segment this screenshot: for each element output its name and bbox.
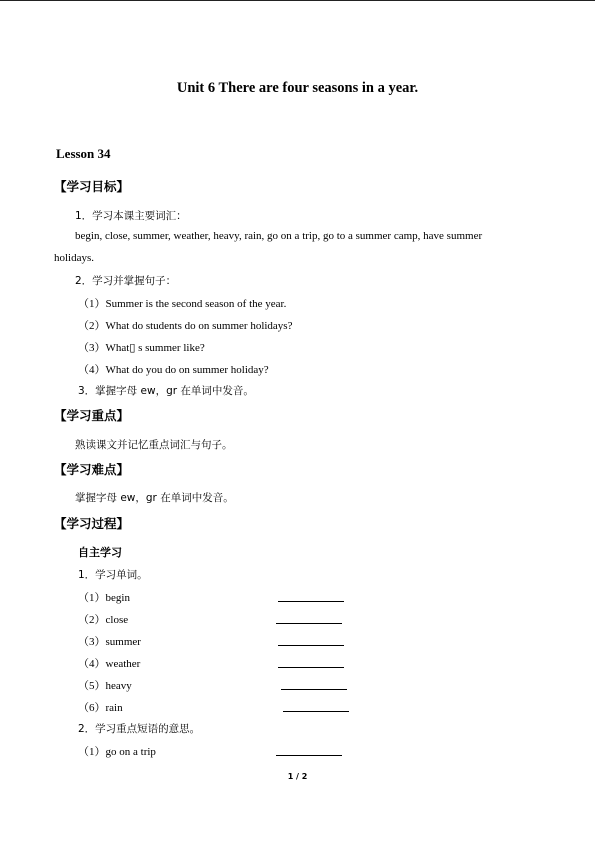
lesson-heading: Lesson 34 <box>56 146 111 161</box>
section-heading-goals: 【学习目标】 <box>54 179 130 194</box>
task-1: 1．学习单词。 <box>78 569 148 581</box>
answer-blank-1[interactable] <box>278 601 344 602</box>
word-item-2: （2）close <box>78 614 129 626</box>
section-heading-difficulties: 【学习难点】 <box>54 462 130 477</box>
answer-blank-7[interactable] <box>276 755 342 756</box>
goals-item-1: 1．学习本课主要词汇： <box>75 210 187 222</box>
word-item-5: （5）heavy <box>78 680 132 692</box>
document-title: Unit 6 There are four seasons in a year. <box>176 80 419 96</box>
difficulties-text: 掌握字母 ew，gr 在单词中发音。 <box>75 492 234 504</box>
sentence-1: （1）Summer is the second season of the year. <box>78 298 287 310</box>
sentence-3: （3）What▯ s summer like? <box>78 342 205 354</box>
key-points-text: 熟读课文并记忆重点词汇与句子。 <box>75 439 233 451</box>
vocab-line-1: begin, close, summer, weather, heavy, rain, go on a trip, go to a summer camp, have summer <box>75 230 483 242</box>
task-2: 2．学习重点短语的意思。 <box>78 723 201 735</box>
answer-blank-4[interactable] <box>278 667 344 668</box>
word-item-6: （6）rain <box>78 702 123 714</box>
goals-item-2: 2．学习并掌握句子： <box>75 275 177 287</box>
sentence-4: （4）What do you do on summer holiday? <box>78 364 269 376</box>
goals-item-3: 3．掌握字母 ew，gr 在单词中发音。 <box>78 385 254 397</box>
word-item-1: （1）begin <box>78 592 130 604</box>
section-heading-key-points: 【学习重点】 <box>54 408 130 423</box>
answer-blank-2[interactable] <box>276 623 342 624</box>
phrase-item-1: （1）go on a trip <box>78 746 156 758</box>
page-number: 1 / 2 <box>287 772 308 781</box>
section-heading-process: 【学习过程】 <box>54 516 130 531</box>
answer-blank-5[interactable] <box>281 689 347 690</box>
vocab-line-2: holidays. <box>54 252 95 264</box>
answer-blank-6[interactable] <box>283 711 349 712</box>
answer-blank-3[interactable] <box>278 645 344 646</box>
word-item-3: （3）summer <box>78 636 141 648</box>
self-study-heading: 自主学习 <box>78 546 122 559</box>
sentence-2: （2）What do students do on summer holidays? <box>78 320 293 332</box>
word-item-4: （4）weather <box>78 658 141 670</box>
